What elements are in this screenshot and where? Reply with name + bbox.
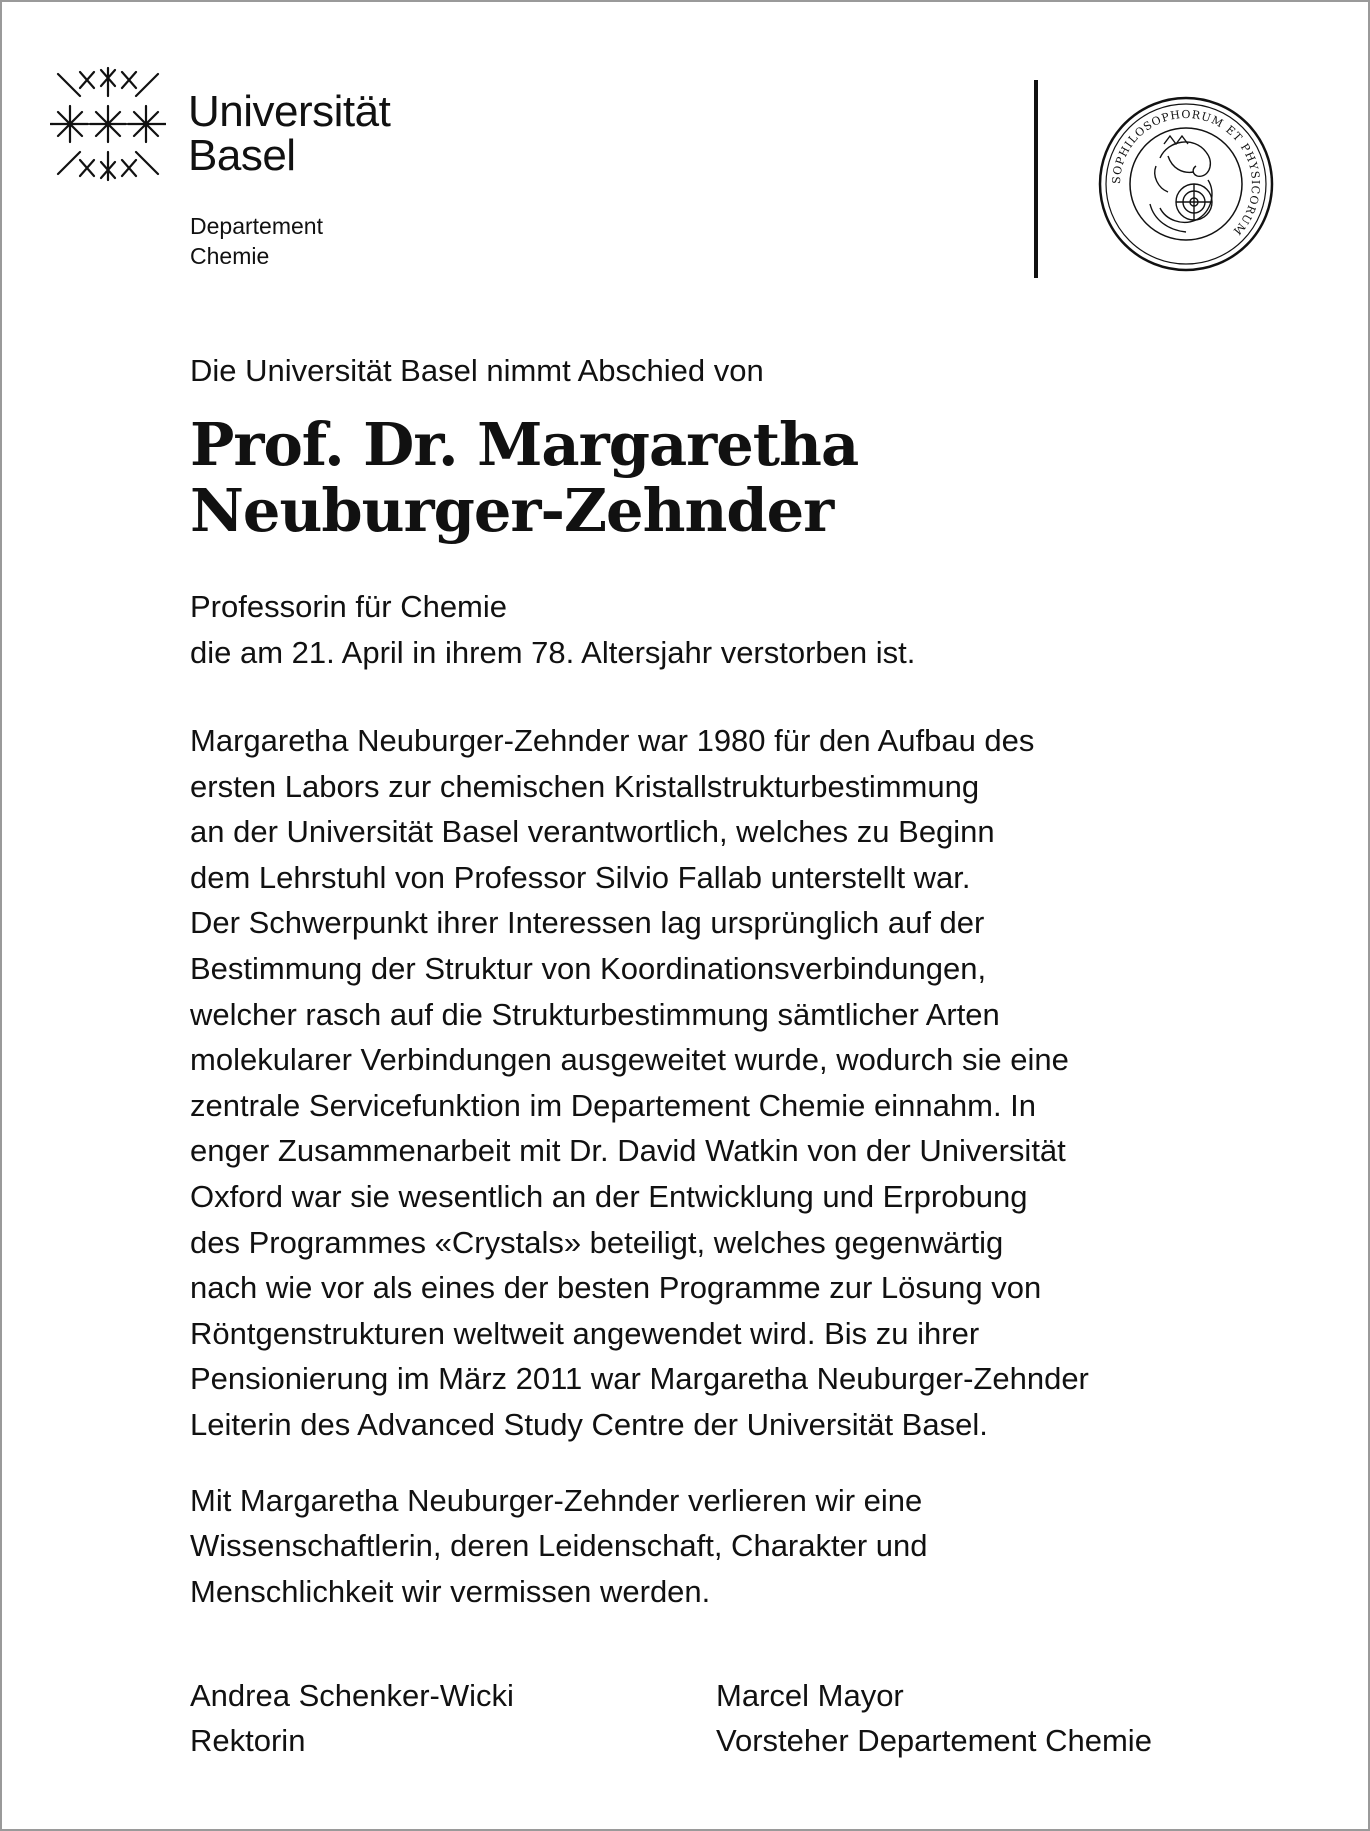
- header-divider: [1034, 80, 1038, 278]
- role-line-2: die am 21. April in ihrem 78. Altersjahr verstorben ist.: [190, 635, 916, 670]
- signature-rector: [190, 1673, 514, 1763]
- body-line: an der Universität Basel verantwortlich, welches zu Beginn: [190, 814, 995, 850]
- body-line: Margaretha Neuburger-Zehnder war 1980 für den Aufbau des: [190, 723, 1035, 758]
- wordmark-line-1: Universität: [188, 87, 391, 136]
- body-line: molekularer Verbindungen ausgeweitet wurde, wodurch sie eine: [190, 1042, 1069, 1078]
- body-line: enger Zusammenarbeit mit Dr. David Watkin von der Universität: [190, 1133, 1066, 1169]
- deceased-name: [190, 412, 1310, 544]
- body-line: Bestimmung der Struktur von Koordinationsverbindungen,: [190, 950, 987, 986]
- department-line-2: Chemie: [190, 243, 270, 269]
- university-seal-icon: [1098, 96, 1274, 272]
- name-line-1: Prof. Dr. Margaretha: [190, 410, 859, 479]
- body-line: Leiterin des Advanced Study Centre der Universität Basel.: [190, 1406, 988, 1442]
- body-line: Oxford war sie wesentlich an der Entwicklung und Erprobung: [190, 1178, 1028, 1214]
- seal-inscription: SOPHILOSOPHORUM ET PHYSICORUM: [1109, 107, 1263, 238]
- body-line: Der Schwerpunkt ihrer Interessen lag ursprünglich auf der: [190, 905, 985, 941]
- body-line: ersten Labors zur chemischen Kristallstrukturbestimmung: [190, 768, 980, 804]
- obituary-content: [190, 348, 1310, 1614]
- body-line: Pensionierung im März 2011 war Margaretha Neuburger-Zehnder: [190, 1361, 1089, 1397]
- signature-department-head: [716, 1673, 1152, 1763]
- closing-line: Menschlichkeit wir vermissen werden.: [190, 1573, 711, 1609]
- closing-paragraph: [190, 1478, 1310, 1615]
- signature-right-name: Marcel Mayor: [716, 1678, 904, 1713]
- name-line-2: Neuburger-Zehnder: [190, 476, 834, 545]
- body-line: des Programmes «Crystals» beteiligt, welches gegenwärtig: [190, 1224, 1004, 1260]
- closing-line: Wissenschaftlerin, deren Leidenschaft, Charakter und: [190, 1528, 928, 1564]
- signature-left-title: Rektorin: [190, 1723, 306, 1758]
- intro-text: Die Universität Basel nimmt Abschied von: [190, 353, 764, 388]
- body-line: Röntgenstrukturen weltweit angewendet wird. Bis zu ihrer: [190, 1315, 980, 1351]
- signature-left-name: Andrea Schenker-Wicki: [190, 1678, 514, 1713]
- signature-right-title: Vorsteher Departement Chemie: [716, 1723, 1152, 1758]
- role-text: [190, 584, 1310, 676]
- body-line: dem Lehrstuhl von Professor Silvio Fallab unterstellt war.: [190, 859, 971, 895]
- university-basel-logo-icon: [50, 66, 166, 182]
- wordmark-line-2: Basel: [188, 131, 296, 180]
- department-label: [190, 211, 323, 271]
- role-line-1: Professorin für Chemie: [190, 589, 508, 624]
- closing-line: Mit Margaretha Neuburger-Zehnder verlieren wir eine: [190, 1482, 923, 1518]
- body-line: welcher rasch auf die Strukturbestimmung sämtlicher Arten: [190, 996, 1000, 1032]
- university-wordmark: [188, 87, 391, 180]
- body-line: nach wie vor als eines der besten Programme zur Lösung von: [190, 1270, 1042, 1306]
- body-line: zentrale Servicefunktion im Departement Chemie einnahm. In: [190, 1087, 1037, 1123]
- body-paragraph: [190, 718, 1310, 1448]
- department-line-1: Departement: [190, 213, 323, 239]
